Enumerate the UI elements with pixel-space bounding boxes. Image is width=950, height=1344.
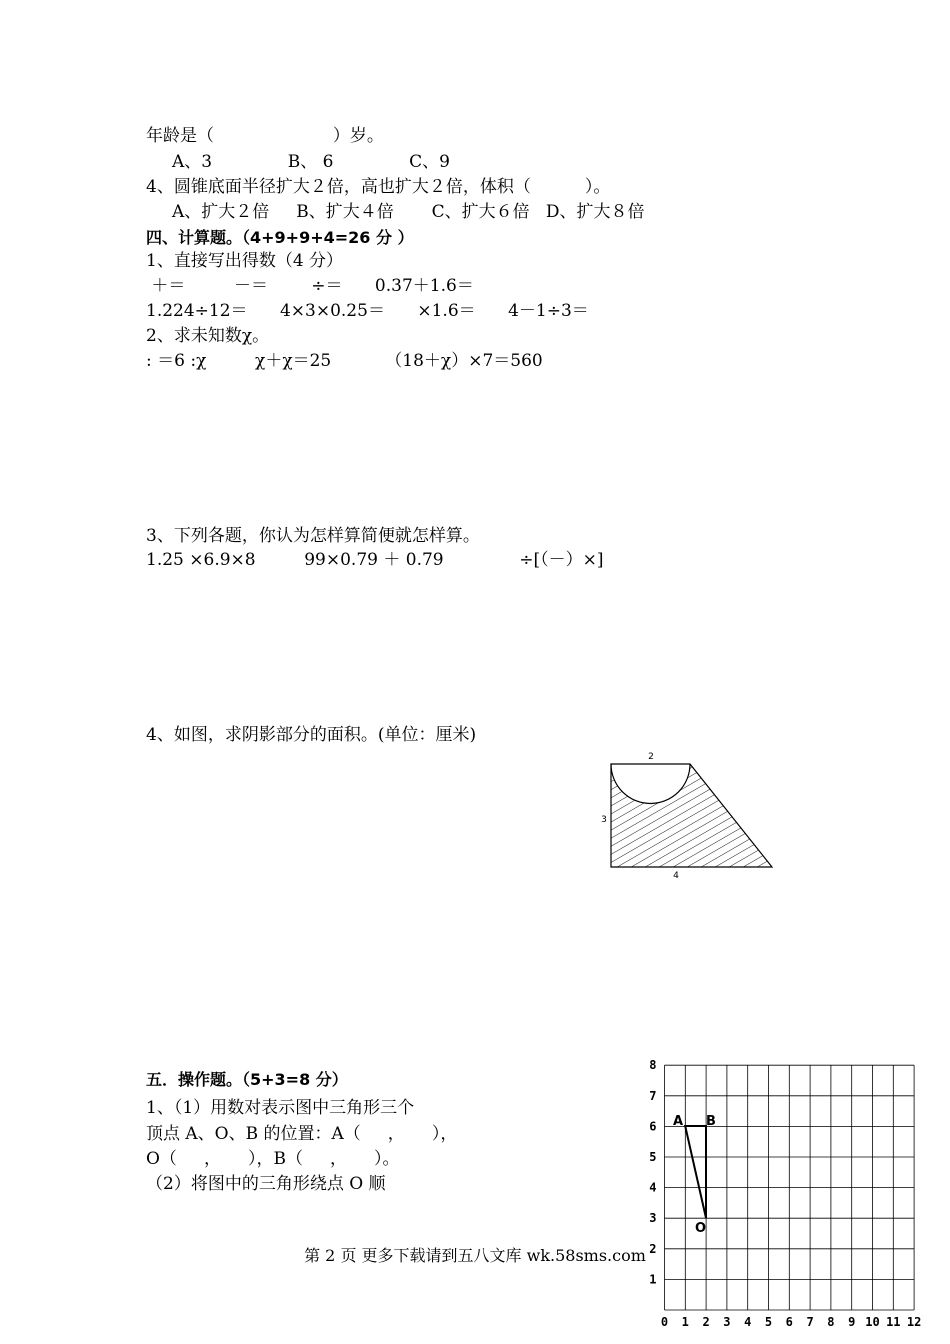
q1-line-1: ＋＝ －＝ ÷＝ 0.37＋1.6＝ [146,276,474,296]
x-axis-labels [661,1315,921,1329]
point-o-label: O [695,1221,707,1236]
grid-lines [665,1065,915,1310]
triangle-aob [685,1126,706,1218]
x-axis-label: 4 [744,1315,752,1329]
s5-line-2: 顶点 A、O、B 的位置：A（ ， ）， [146,1124,458,1144]
y-axis-label: 7 [649,1088,657,1103]
age-question-line: 年龄是（ ）岁。 [146,126,384,146]
x-axis-label: 3 [723,1315,731,1329]
x-axis-label: 2 [702,1315,710,1329]
q2-title: 2、求未知数χ。 [146,326,270,346]
y-axis-label: 1 [649,1272,657,1287]
y-axis-label: 6 [649,1119,657,1134]
cone-options: A、扩大２倍 B、扩大４倍 C、扩大６倍 D、扩大８倍 [172,202,645,222]
q2-line: : ＝6 :χ χ＋χ＝25 （18＋χ）×7＝560 [146,351,543,371]
trapezoid-figure [590,745,790,885]
trapezoid-side-label: 3 [601,815,607,825]
trapezoid-bottom-label: 4 [673,871,679,881]
s5-line-3: O（ ， ），B（ ， ）。 [146,1149,400,1169]
point-a-label: A [673,1114,684,1129]
x-axis-label: 8 [827,1315,835,1329]
x-axis-label: 5 [764,1315,773,1329]
q3-line: 1.25 ×6.9×8 99×0.79 ＋ 0.79 ÷[（－）×] [146,550,604,570]
trapezoid-top-label: 2 [648,752,654,762]
s5-line-1: 1、（1）用数对表示图中三角形三个 [146,1098,415,1118]
x-axis-label: 0 [660,1315,669,1329]
x-axis-label: 9 [848,1315,856,1329]
cone-question: 4、圆锥底面半径扩大２倍，高也扩大２倍，体积（ ）。 [146,177,611,197]
point-b-label: B [706,1114,716,1129]
y-axis-label: 3 [649,1211,657,1226]
x-axis-label: 1 [681,1315,689,1329]
s5-line-4: （2）将图中的三角形绕点 O 顺 [146,1174,386,1194]
q1-title: 1、直接写出得数（4 分） [146,251,344,271]
y-axis-label: 4 [649,1180,657,1195]
x-axis-label: 12 [906,1315,922,1329]
q1-line-2: 1.224÷12＝ 4×3×0.25＝ ×1.6＝ 4－1÷3＝ [146,301,589,321]
x-axis-label: 11 [886,1315,901,1329]
y-axis-label: 5 [649,1150,657,1164]
age-options: A、3 B、 6 C、9 [172,152,450,172]
y-axis-label: 8 [649,1058,657,1073]
page-footer: 第 2 页 更多下载请到五八文库 wk.58sms.com [304,1246,646,1265]
x-axis-label: 6 [785,1315,793,1329]
y-axis-label: 2 [649,1241,657,1256]
q3-title: 3、下列各题，你认为怎样算简便就怎样算。 [146,526,480,546]
q4-title: 4、如图，求阴影部分的面积。(单位：厘米) [146,725,477,745]
coordinate-grid [640,1055,930,1344]
x-axis-label: 10 [865,1315,880,1329]
section-4-title: 四、计算题。（4+9+9+4=26 分 ） [146,228,414,247]
section-5-title: 五．操作题。（5+3=8 分） [146,1070,348,1089]
x-axis-label: 7 [806,1315,814,1329]
